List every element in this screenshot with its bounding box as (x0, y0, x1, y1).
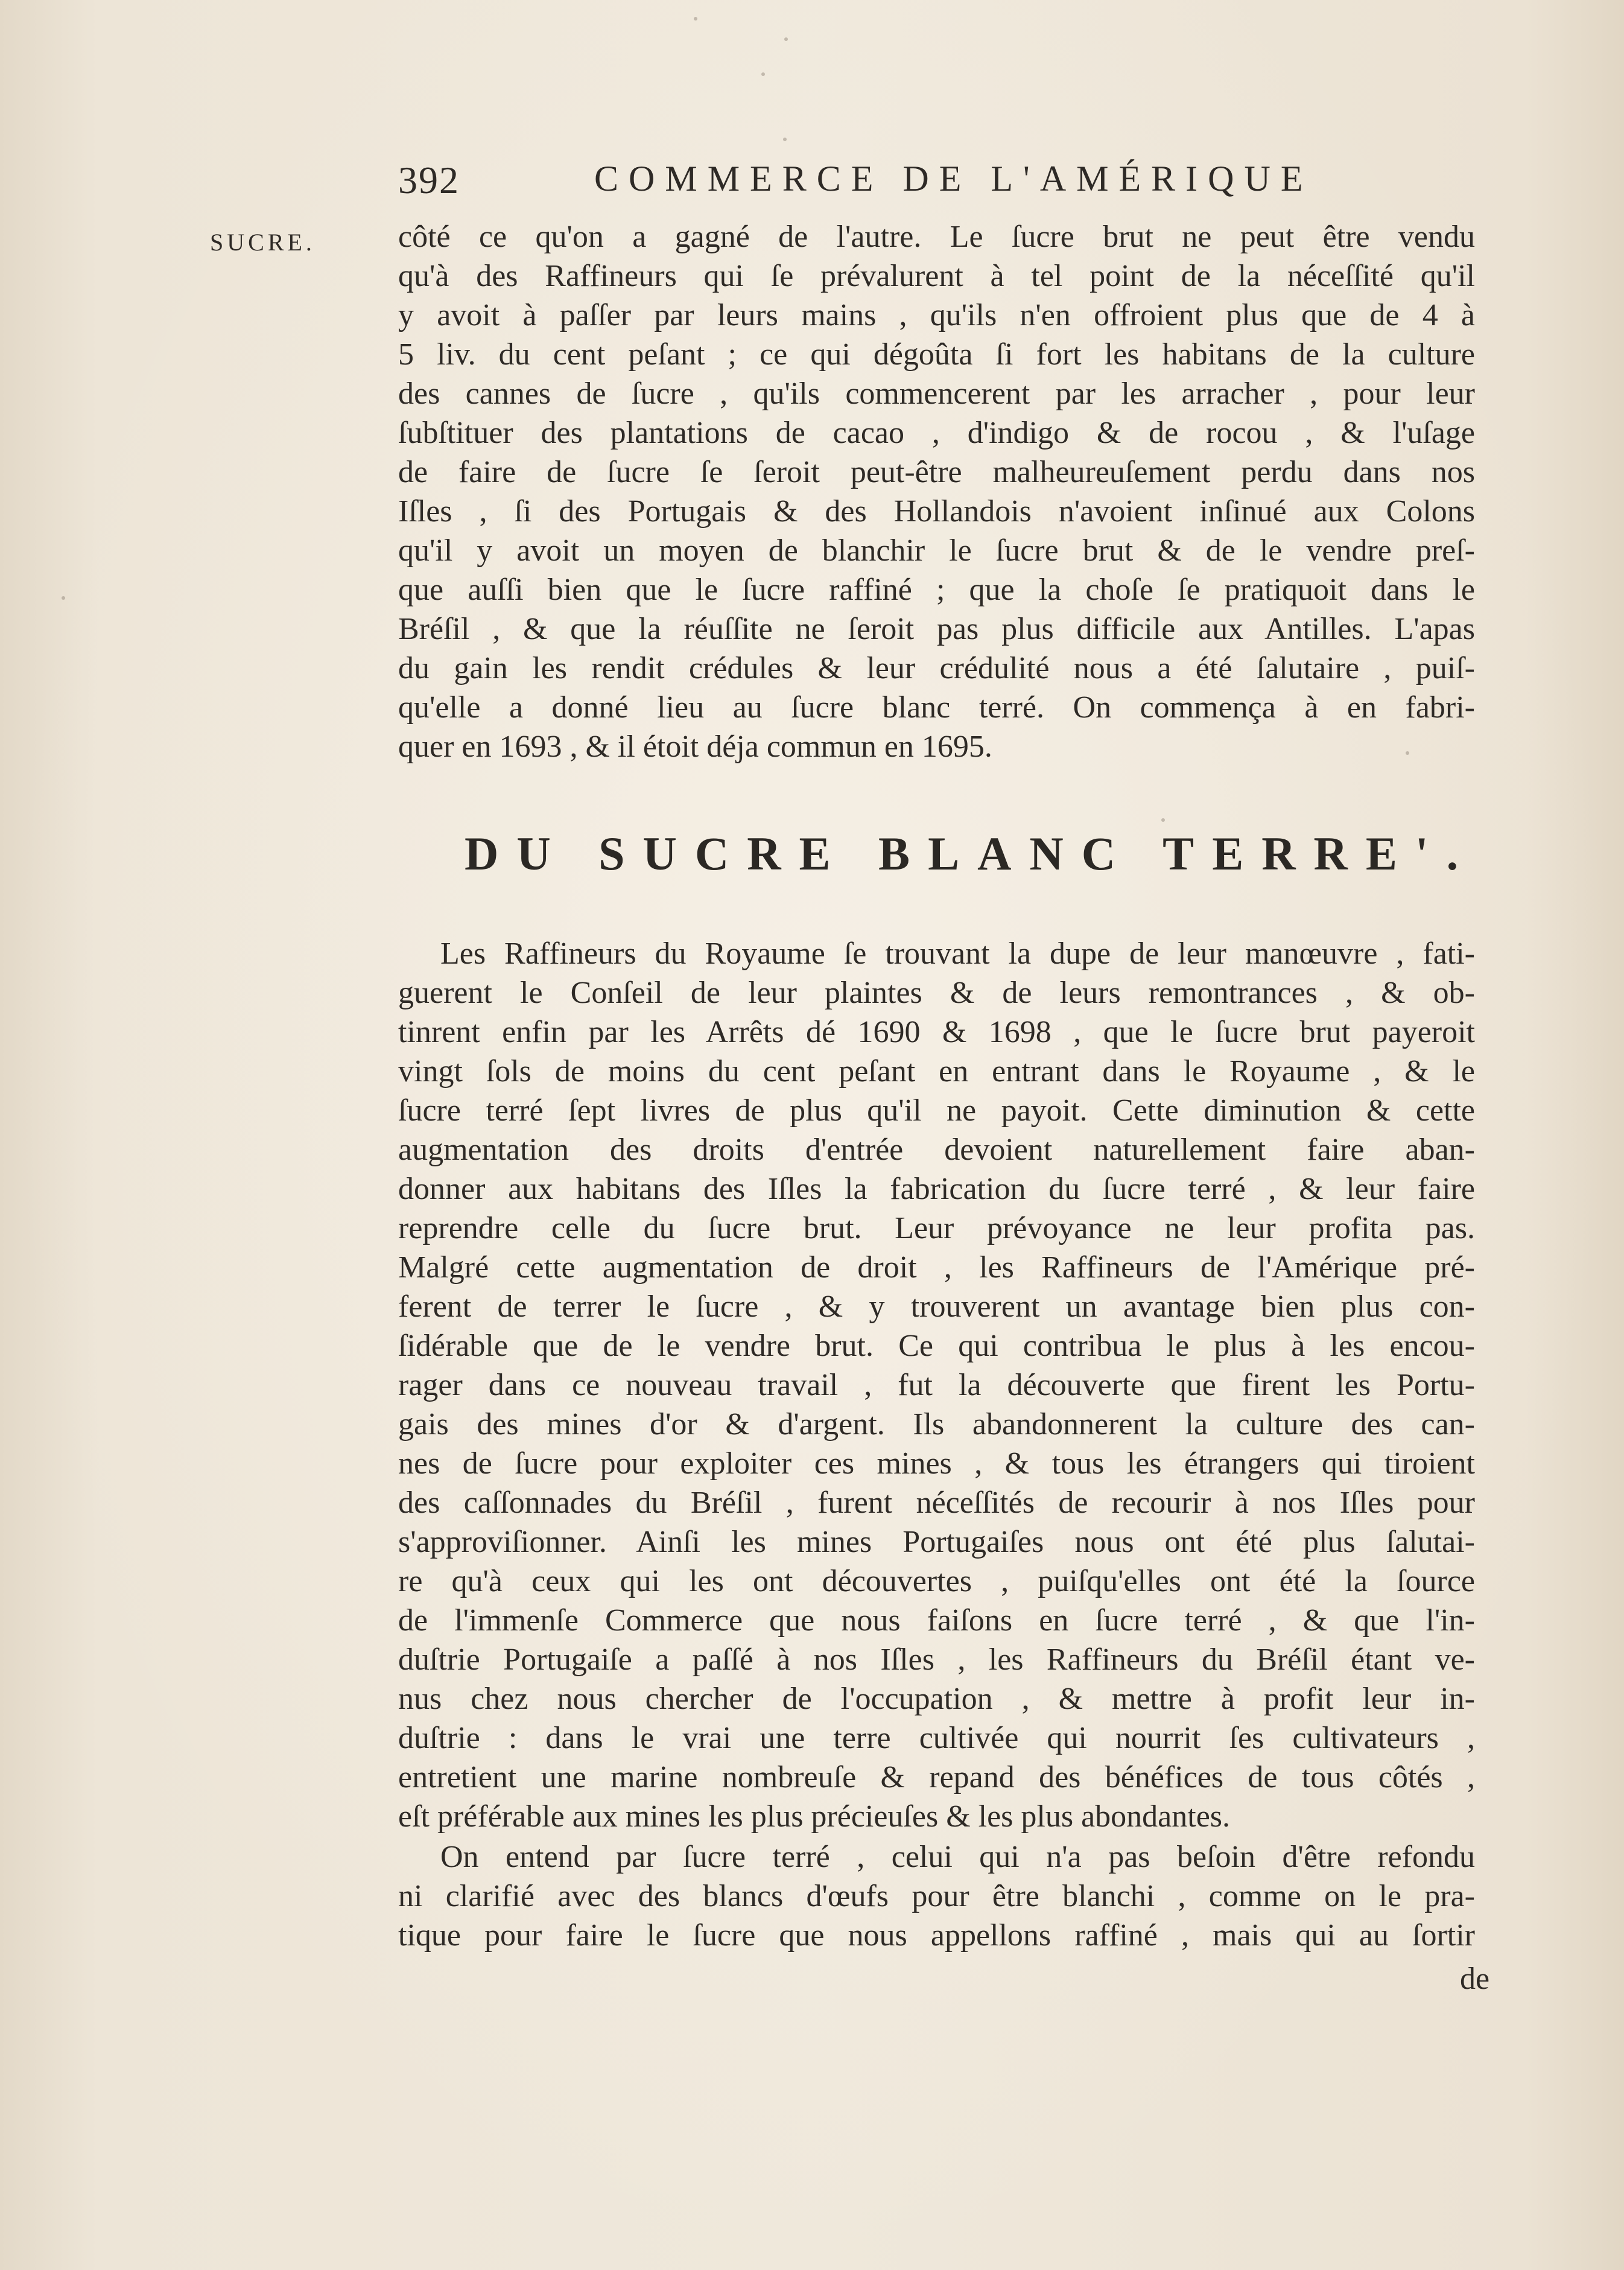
text-line: de faire de ſucre ſe ſeroit peut-être malheureuſement perdu dans nos (398, 455, 1475, 489)
text-line: tique pour faire le ſucre que nous appellons raffiné , mais qui au ſortir (398, 1918, 1475, 1953)
paper-speck (761, 72, 765, 76)
text-line: eſt préférable aux mines les plus précieuſes & les plus abondantes. (398, 1799, 1231, 1834)
text-line: Iſles , ſi des Portugais & des Hollandois n'avoient inſinué aux Colons (398, 494, 1475, 529)
text-line: guerent le Conſeil de leur plaintes & de leurs remontrances , & ob- (398, 976, 1475, 1010)
text-line: nus chez nous chercher de l'occupation , & mettre à profit leur in- (398, 1682, 1475, 1716)
text-line: On entend par ſucre terré , celui qui n'a pas beſoin d'être refondu (440, 1840, 1475, 1874)
margin-note: SUCRE. (210, 229, 316, 256)
text-line: ſidérable que de le vendre brut. Ce qui contribua le plus à les encou- (398, 1329, 1475, 1363)
text-line: côté ce qu'on a gagné de l'autre. Le ſucre brut ne peut être vendu (398, 220, 1475, 254)
text-line: 5 liv. du cent peſant ; ce qui dégoûta ſi fort les habitans de la culture (398, 337, 1475, 372)
text-line: s'approviſionner. Ainſi les mines Portugaiſes nous ont été plus ſalutai- (398, 1525, 1475, 1559)
text-line: gais des mines d'or & d'argent. Ils abandonnerent la culture des can- (398, 1407, 1475, 1442)
text-line: qu'il y avoit un moyen de blanchir le ſucre brut & de le vendre preſ- (398, 533, 1475, 568)
text-line: tinrent enfin par les Arrêts dé 1690 & 1698 , que le ſucre brut payeroit (398, 1015, 1475, 1049)
text-line: que auſſi bien que le ſucre raffiné ; que la choſe ſe pratiquoit dans le (398, 573, 1475, 607)
paper-speck (783, 138, 787, 141)
catchword: de (1460, 1962, 1490, 1996)
running-title: COMMERCE DE L'AMÉRIQUE (594, 159, 1313, 199)
text-line: qu'elle a donné lieu au ſucre blanc terré. On commença à en fabri- (398, 690, 1475, 725)
text-line: donner aux habitans des Iſles la fabrication du ſucre terré , & leur faire (398, 1172, 1475, 1206)
text-line: des caſſonnades du Bréſil , furent néceſſités de recourir à nos Iſles pour (398, 1486, 1475, 1520)
text-line: duſtrie : dans le vrai une terre cultivée qui nourrit ſes cultivateurs , (398, 1721, 1475, 1755)
text-line: ſubſtituer des plantations de cacao , d'indigo & de rocou , & l'uſage (398, 416, 1475, 450)
section-title: DU SUCRE BLANC TERRE'. (465, 827, 1477, 880)
text-line: ni clarifié avec des blancs d'œufs pour être blanchi , comme on le pra- (398, 1879, 1475, 1913)
text-line: Les Raffineurs du Royaume ſe trouvant la dupe de leur manœuvre , fati- (440, 936, 1475, 971)
paper-speck (694, 17, 697, 21)
text-line: du gain les rendit crédules & leur crédulité nous a été ſalutaire , puiſ- (398, 651, 1475, 685)
paper-speck (1161, 818, 1165, 822)
text-line: de l'immenſe Commerce que nous faiſons en ſucre terré , & que l'in- (398, 1603, 1475, 1638)
text-line: ferent de terrer le ſucre , & y trouverent un avantage bien plus con- (398, 1289, 1475, 1324)
text-line: rager dans ce nouveau travail , fut la découverte que firent les Portu- (398, 1368, 1475, 1402)
text-line: augmentation des droits d'entrée devoient naturellement faire aban- (398, 1133, 1475, 1167)
text-line: ſucre terré ſept livres de plus qu'il ne payoit. Cette diminution & cette (398, 1093, 1475, 1128)
text-line: reprendre celle du ſucre brut. Leur prévoyance ne leur profita pas. (398, 1211, 1475, 1245)
text-line: re qu'à ceux qui les ont découvertes , puiſqu'elles ont été la ſource (398, 1564, 1475, 1598)
paragraph-1 (398, 217, 1475, 766)
text-line: nes de ſucre pour exploiter ces mines , & tous les étrangers qui tiroient (398, 1446, 1475, 1481)
page-number: 392 (398, 159, 460, 202)
running-header (398, 158, 1418, 212)
text-line: Bréſil , & que la réuſſite ne ſeroit pas plus difficile aux Antilles. L'apas (398, 612, 1475, 646)
paper-speck (62, 596, 65, 600)
paragraph-3 (398, 1837, 1475, 1955)
text-line: vingt ſols de moins du cent peſant en entrant dans le Royaume , & le (398, 1054, 1475, 1089)
text-line: entretient une marine nombreuſe & repand des bénéfices de tous côtés , (398, 1760, 1475, 1795)
text-line: duſtrie Portugaiſe a paſſé à nos Iſles , les Raffineurs du Bréſil étant ve- (398, 1642, 1475, 1677)
paper-speck (784, 37, 788, 41)
paragraph-2 (398, 934, 1475, 1836)
text-line: Malgré cette augmentation de droit , les Raffineurs de l'Amérique pré- (398, 1250, 1475, 1285)
text-line: des cannes de ſucre , qu'ils commencerent par les arracher , pour leur (398, 377, 1475, 411)
text-line: y avoit à paſſer par leurs mains , qu'ils n'en offroient plus que de 4 à (398, 298, 1475, 332)
text-line: qu'à des Raffineurs qui ſe prévalurent à tel point de la néceſſité qu'il (398, 259, 1475, 293)
text-line: quer en 1693 , & il étoit déja commun en 1695. (398, 730, 992, 764)
